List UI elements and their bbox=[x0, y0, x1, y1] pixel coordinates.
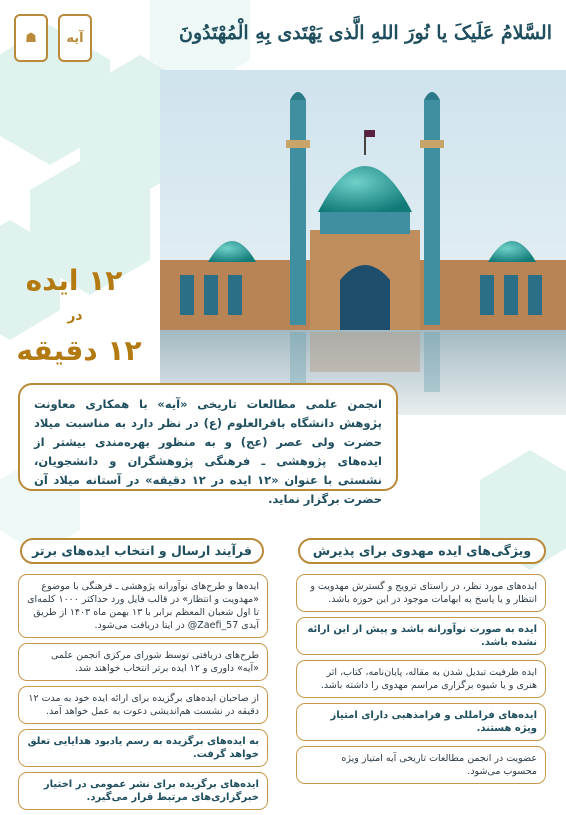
logo-group bbox=[14, 14, 92, 62]
feature-item: ایده به صورت نوآورانه باشد و پیش از این ارائه نشده باشد. bbox=[296, 617, 546, 655]
blessing-calligraphy: السَّلامُ عَلَیکَ یا نُورَ اللهِ الَّذی یَهْتَدی بِهِ الْمُهْتَدُونَ bbox=[179, 22, 552, 44]
process-heading: فرآیند ارسال و انتخاب ایده‌های برتر bbox=[20, 538, 264, 564]
process-item: از صاحبان ایده‌های برگزیده برای ارائه ایده خود به مدت ۱۲ دقیقه در نشست هم‌اندیشی دعوت به عمل خواهد آمد. bbox=[18, 686, 268, 724]
title-twelve-ideas: ۱۲ ایده bbox=[25, 264, 123, 297]
feature-item: ایده‌های فرامللی و فرامذهبی دارای امتیاز ویژه هستند. bbox=[296, 703, 546, 741]
feature-item: عضویت در انجمن مطالعات تاریخی آیه امتیاز ویژه محسوب می‌شود. bbox=[296, 746, 546, 784]
process-list bbox=[18, 574, 268, 815]
process-item: ایده‌های برگزیده برای نشر عمومی در اختیار خبرگزاری‌های مرتبط قرار می‌گیرد. bbox=[18, 772, 268, 810]
title-in: در bbox=[67, 308, 83, 324]
aye-association-logo: آیه bbox=[58, 14, 92, 62]
process-item: ایده‌ها و طرح‌های نوآورانه پژوهشی ـ فرهنگی با موضوع «مهدویت و انتظار» در قالب فایل ورد حداکثر ۱۰۰۰ کلمه‌ای تا اول شعبان المعظم برابر با ۱۳ بهمن ماه ۱۴۰۳ از طریق آیدی Zaefi_57@ در ایتا دریافت می‌شود. bbox=[18, 574, 268, 638]
process-item: به ایده‌های برگزیده به رسم یادبود هدایایی تعلق خواهد گرفت. bbox=[18, 729, 268, 767]
university-seal-logo: ☗ bbox=[14, 14, 48, 62]
features-heading: ویژگی‌های ایده مهدوی برای پذیرش bbox=[298, 538, 546, 564]
feature-item: ایده ظرفیت تبدیل شدن به مقاله، پایان‌نامه، کتاب، اثر هنری و یا شیوه برگزاری مراسم مهدوی را داشته باشد. bbox=[296, 660, 546, 698]
feature-item: ایده‌های مورد نظر، در راستای ترویج و گسترش مهدویت و انتظار و یا پاسخ به ابهامات موجود در این حوزه باشد. bbox=[296, 574, 546, 612]
features-list bbox=[296, 574, 546, 789]
intro-announcement: انجمن علمی مطالعات تاریخی «آیه» با همکاری معاونت پژوهش دانشگاه باقرالعلوم (ع) در نظر دارد به مناسبت میلاد حضرت ولی عصر (عج) و به منظور بهره‌مندی بیشتر از ایده‌های پژوهشی ـ فرهنگی پژوهشگران و دانشجویان، نشستی با عنوان «۱۲ ایده در ۱۲ دقیقه» در آستانه میلاد آن حضرت برگزار نماید. bbox=[18, 383, 398, 491]
title-twelve-minutes: ۱۲ دقیقه bbox=[16, 334, 142, 367]
process-item: طرح‌های دریافتی توسط شورای مرکزی انجمن علمی «آیه» داوری و ۱۲ ایده برتر انتخاب خواهند شد. bbox=[18, 643, 268, 681]
jamkaran-mosque-photo bbox=[160, 70, 566, 415]
